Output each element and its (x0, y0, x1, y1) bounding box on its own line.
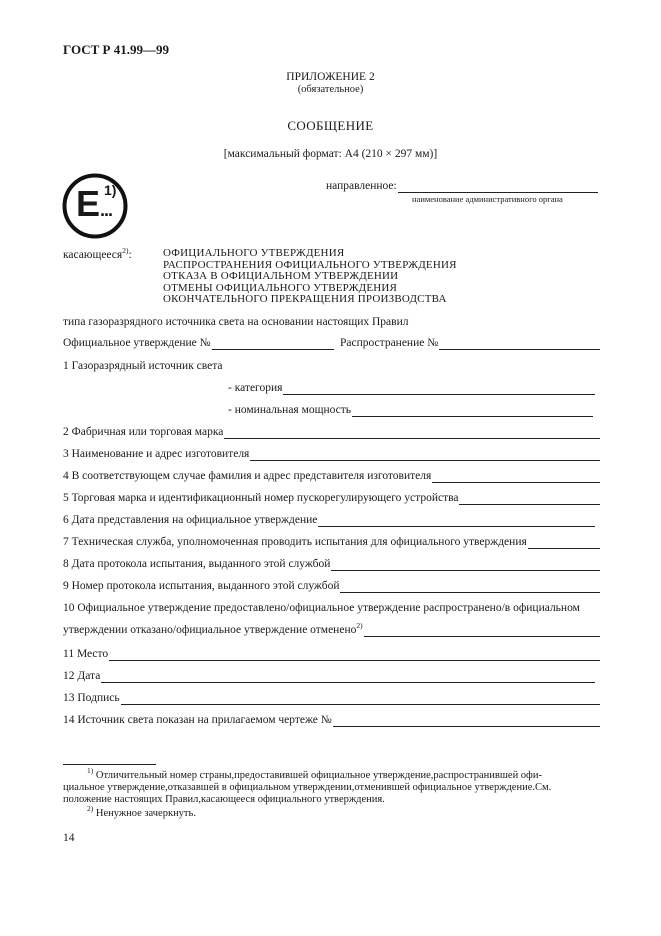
sent-to-field[interactable] (326, 179, 598, 193)
approval-mark-emblem (62, 173, 128, 239)
item-9-field[interactable]: 9 Номер протокола испытания, выданного этой службой (63, 579, 600, 593)
item-10-label: 10 Официальное утверждение предоставлено/официальное утверждение распространено/в официальном (63, 602, 580, 614)
option-extension[interactable]: РАСПРОСТРАНЕНИЯ ОФИЦИАЛЬНОГО УТВЕРЖДЕНИЯ (163, 258, 457, 271)
concerning-note-mark: 2) (122, 246, 129, 255)
option-approval[interactable]: ОФИЦИАЛЬНОГО УТВЕРЖДЕНИЯ (163, 247, 345, 259)
page-number: 14 (63, 832, 75, 844)
footnote-2: $^{2)}$ Ненужное зачеркнуть. (87, 804, 196, 819)
emblem-letter: E (76, 183, 101, 224)
type-line: типа газоразрядного источника света на основании настоящих Правил (63, 316, 409, 328)
form-heading: СООБЩЕНИЕ (287, 118, 374, 133)
item-8-field[interactable]: 8 Дата протокола испытания, выданного этой службой (63, 557, 600, 571)
item-2-field[interactable]: 2 Фабричная или торговая марка (63, 425, 600, 439)
item-7-field[interactable]: 7 Техническая служба, уполномоченная проводить испытания для официального утверждения (63, 535, 600, 549)
item-4-field[interactable]: 4 В соответствующем случае фамилия и адрес представителя изготовителя (63, 469, 600, 483)
document-code: ГОСТ Р 41.99—99 (63, 42, 169, 57)
item-14-drawing-field[interactable]: 14 Источник света показан на прилагаемом чертеже № (63, 713, 600, 727)
option-discontinued[interactable]: ОКОНЧАТЕЛЬНОГО ПРЕКРАЩЕНИЯ ПРОИЗВОДСТВА (163, 293, 447, 306)
extension-number-field[interactable]: Распространение № (340, 336, 600, 350)
footnote-divider (63, 764, 156, 765)
option-withdrawal[interactable]: ОТМЕНЫ ОФИЦИАЛЬНОГО УТВЕРЖДЕНИЯ (163, 281, 398, 294)
annex-title: ПРИЛОЖЕНИЕ 2 (286, 71, 375, 83)
item-12-date-field[interactable]: 12 Дата (63, 669, 595, 683)
emblem-footnote-mark: 1) (104, 182, 117, 198)
item-1-category-field[interactable]: - категория (228, 381, 595, 395)
item-5-field[interactable]: 5 Торговая марка и идентификационный номер пускорегулирующего устройства (63, 491, 600, 505)
option-refusal[interactable]: ОТКАЗА В ОФИЦИАЛЬНОМ УТВЕРЖДЕНИИ (163, 270, 399, 283)
annex-subtitle: (обязательное) (297, 84, 364, 95)
item-13-signature-field[interactable]: 13 Подпись (63, 691, 600, 705)
approval-number-field[interactable]: Официальное утверждение № (63, 336, 334, 350)
emblem-dots: ... (100, 200, 113, 220)
item-3-field[interactable]: 3 Наименование и адрес изготовителя (63, 447, 600, 461)
format-note: [максимальный формат: А4 (210 × 297 мм)] (223, 148, 438, 160)
item-1-power-field[interactable]: - номинальная мощность (228, 403, 593, 417)
item-11-place-field[interactable]: 11 Место (63, 647, 600, 661)
item-10-field[interactable]: утверждении отказано/официальное утверждение отменено$^{2)}$ (63, 623, 600, 637)
concerning-options (163, 248, 457, 306)
item-1-label: 1 Газоразрядный источник света (63, 360, 223, 372)
item-6-field[interactable]: 6 Дата представления на официальное утверждение (63, 513, 595, 527)
concerning-label: касающееся$^{2)}$: (63, 246, 132, 261)
sent-to-label: направленное: (326, 180, 397, 192)
footnote-1: $^{1)}$ Отличительный номер страны,предоставившей официальное утверждение,распространившей офи- циальное утверждение,отказавшей в официальном утверждении,отменившей официальное утверждение.См. положение настоящих Правил,касающееся официального утверждения. (63, 766, 552, 805)
sent-to-caption: наименование административного органа (412, 194, 563, 204)
